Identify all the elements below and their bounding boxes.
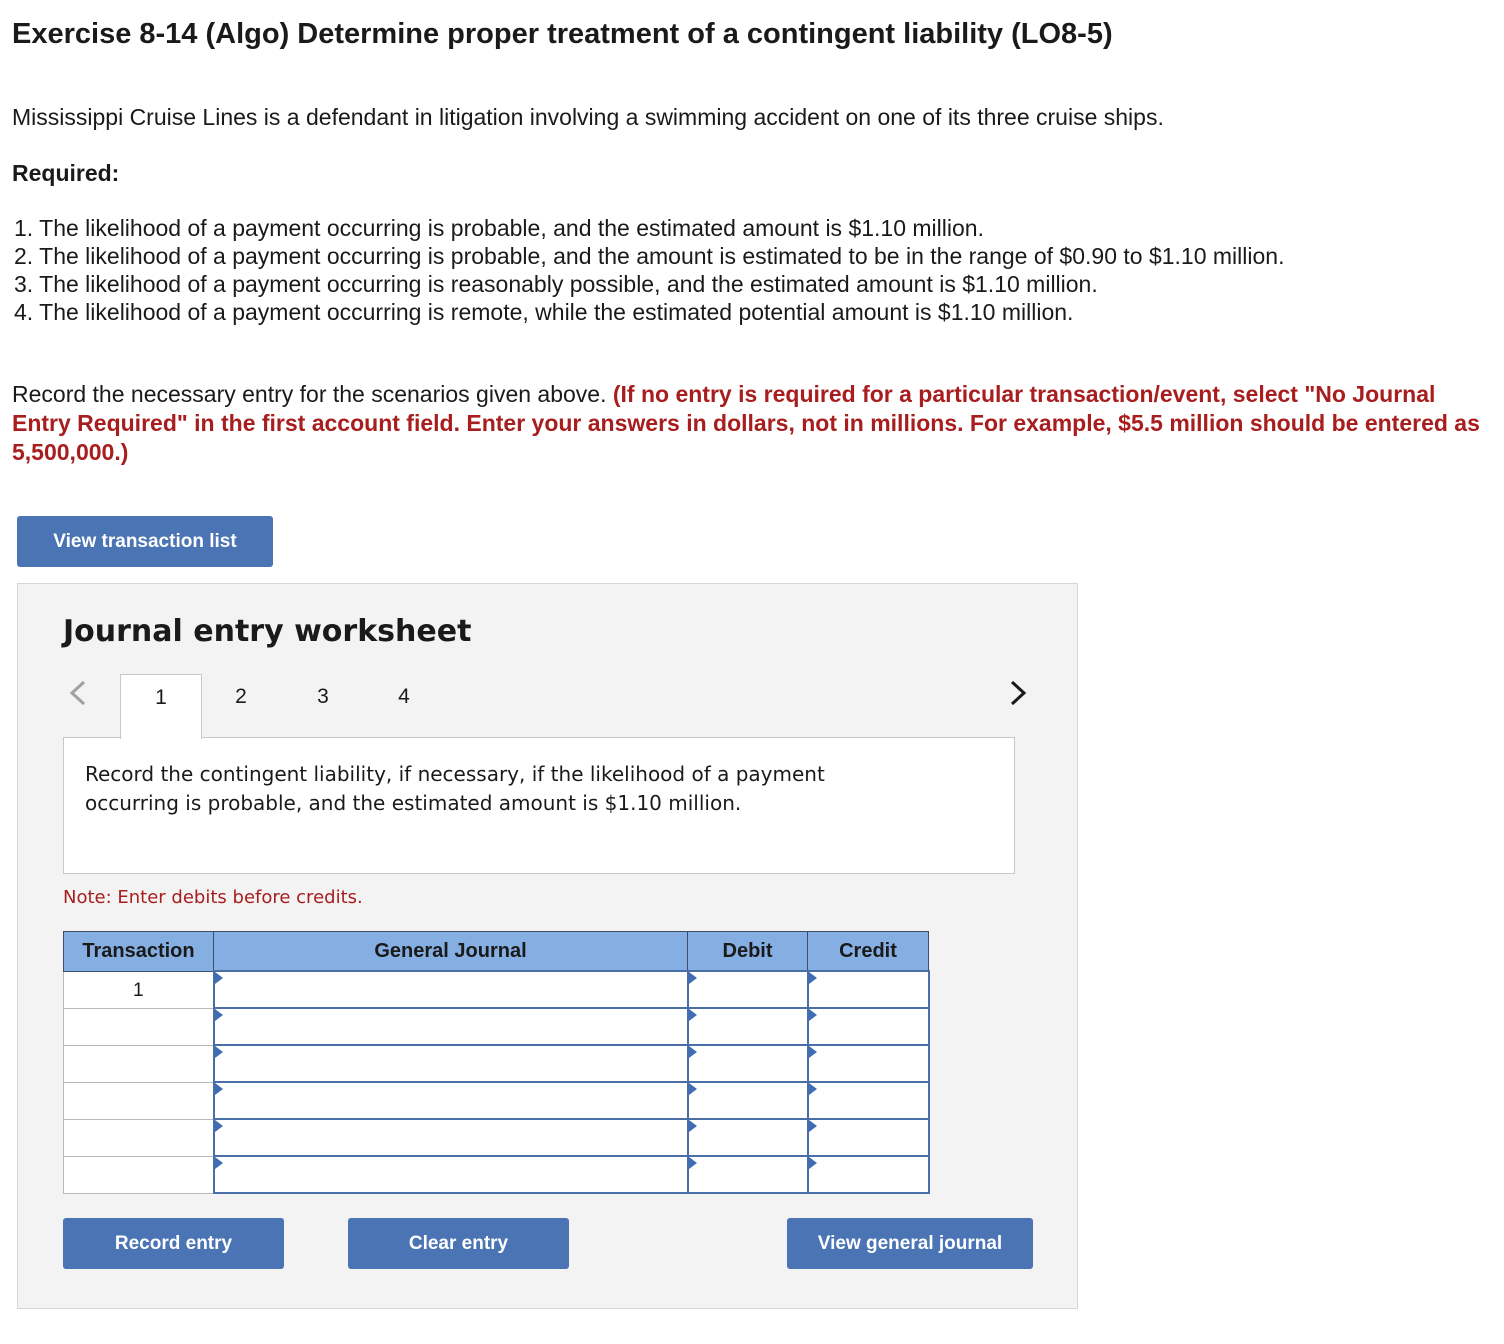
table-row — [64, 971, 929, 1008]
required-heading: Required: — [12, 160, 120, 186]
debit-field[interactable] — [688, 1082, 808, 1119]
table-row — [64, 1082, 929, 1119]
dropdown-indicator-icon — [215, 972, 223, 984]
requirements-list — [14, 214, 1284, 326]
tab-2[interactable]: 2 — [235, 685, 247, 708]
table-row — [64, 1008, 929, 1045]
dropdown-indicator-icon — [215, 1157, 223, 1169]
instructions-text — [12, 380, 1492, 467]
table-row — [64, 1119, 929, 1156]
page-title: Exercise 8-14 (Algo) Determine proper treatment of a contingent liability (LO8-5) — [12, 18, 1113, 50]
intro-text: Mississippi Cruise Lines is a defendant in litigation involving a swimming accident on one of its three cruise ships. — [12, 104, 1164, 130]
input-indicator-icon — [689, 972, 697, 984]
input-indicator-icon — [809, 1157, 817, 1169]
dropdown-indicator-icon — [215, 1083, 223, 1095]
input-indicator-icon — [809, 1120, 817, 1132]
input-indicator-icon — [809, 972, 817, 984]
input-indicator-icon — [689, 1083, 697, 1095]
requirement-item: 3. The likelihood of a payment occurring is reasonably possible, and the estimated amount is $1.10 million. — [14, 271, 1098, 297]
prompt-text: Record the contingent liability, if necessary, if the likelihood of a payment occurring is probable, and the estimated amount is $1.10 million. — [85, 762, 825, 815]
tab-4[interactable]: 4 — [398, 685, 410, 708]
account-field[interactable] — [214, 1156, 688, 1193]
transaction-cell — [64, 1008, 214, 1045]
debit-field[interactable] — [688, 1045, 808, 1082]
input-indicator-icon — [689, 1120, 697, 1132]
input-indicator-icon — [689, 1157, 697, 1169]
credit-field[interactable] — [808, 971, 929, 1008]
input-indicator-icon — [689, 1046, 697, 1058]
record-entry-button[interactable]: Record entry — [63, 1218, 284, 1269]
note-text: Note: Enter debits before credits. — [63, 887, 363, 908]
tab-1[interactable]: 1 — [120, 674, 202, 739]
credit-field[interactable] — [808, 1119, 929, 1156]
dropdown-indicator-icon — [215, 1046, 223, 1058]
credit-field[interactable] — [808, 1045, 929, 1082]
view-general-journal-button[interactable]: View general journal — [787, 1218, 1033, 1269]
instructions-emphasis: (If no entry is required for a particular transaction/event, select "No Journal Entry Required" in the first account field. Enter your answers in dollars, not in millions. For example, $5.5 million should be entered as 5,500,000.) — [12, 381, 1480, 465]
debit-column-header: Debit — [688, 932, 808, 972]
credit-column-header: Credit — [808, 932, 929, 972]
prompt-box — [63, 737, 1015, 874]
account-field[interactable] — [214, 1082, 688, 1119]
credit-field[interactable] — [808, 1008, 929, 1045]
requirement-item: 4. The likelihood of a payment occurring is remote, while the estimated potential amount is $1.10 million. — [14, 299, 1074, 325]
transaction-cell — [64, 1045, 214, 1082]
general-journal-column-header: General Journal — [214, 932, 688, 972]
transaction-cell — [64, 1082, 214, 1119]
chevron-right-icon[interactable] — [1006, 679, 1030, 707]
input-indicator-icon — [809, 1083, 817, 1095]
input-indicator-icon — [809, 1046, 817, 1058]
journal-header-row — [64, 932, 929, 972]
debit-field[interactable] — [688, 1156, 808, 1193]
transaction-column-header: Transaction — [64, 932, 214, 972]
worksheet-title: Journal entry worksheet — [63, 614, 472, 649]
clear-entry-button[interactable]: Clear entry — [348, 1218, 569, 1269]
account-field[interactable] — [214, 1008, 688, 1045]
instructions-plain: Record the necessary entry for the scenarios given above. — [12, 381, 613, 407]
debit-field[interactable] — [688, 1119, 808, 1156]
transaction-cell: 1 — [64, 971, 214, 1008]
tab-3[interactable]: 3 — [317, 685, 329, 708]
account-field[interactable] — [214, 971, 688, 1008]
credit-field[interactable] — [808, 1156, 929, 1193]
transaction-cell — [64, 1156, 214, 1193]
debit-field[interactable] — [688, 1008, 808, 1045]
account-field[interactable] — [214, 1119, 688, 1156]
requirement-item: 1. The likelihood of a payment occurring is probable, and the estimated amount is $1.10 million. — [14, 215, 984, 241]
credit-field[interactable] — [808, 1082, 929, 1119]
dropdown-indicator-icon — [215, 1009, 223, 1021]
table-row — [64, 1156, 929, 1193]
input-indicator-icon — [689, 1009, 697, 1021]
journal-entry-worksheet — [17, 583, 1078, 1309]
table-row — [64, 1045, 929, 1082]
debit-field[interactable] — [688, 971, 808, 1008]
journal-table — [63, 931, 930, 1194]
dropdown-indicator-icon — [215, 1120, 223, 1132]
requirement-item: 2. The likelihood of a payment occurring is probable, and the amount is estimated to be in the range of $0.90 to $1.10 million. — [14, 243, 1285, 269]
account-field[interactable] — [214, 1045, 688, 1082]
chevron-left-icon[interactable] — [66, 679, 90, 707]
view-transaction-list-button[interactable]: View transaction list — [17, 516, 273, 567]
transaction-cell — [64, 1119, 214, 1156]
input-indicator-icon — [809, 1009, 817, 1021]
